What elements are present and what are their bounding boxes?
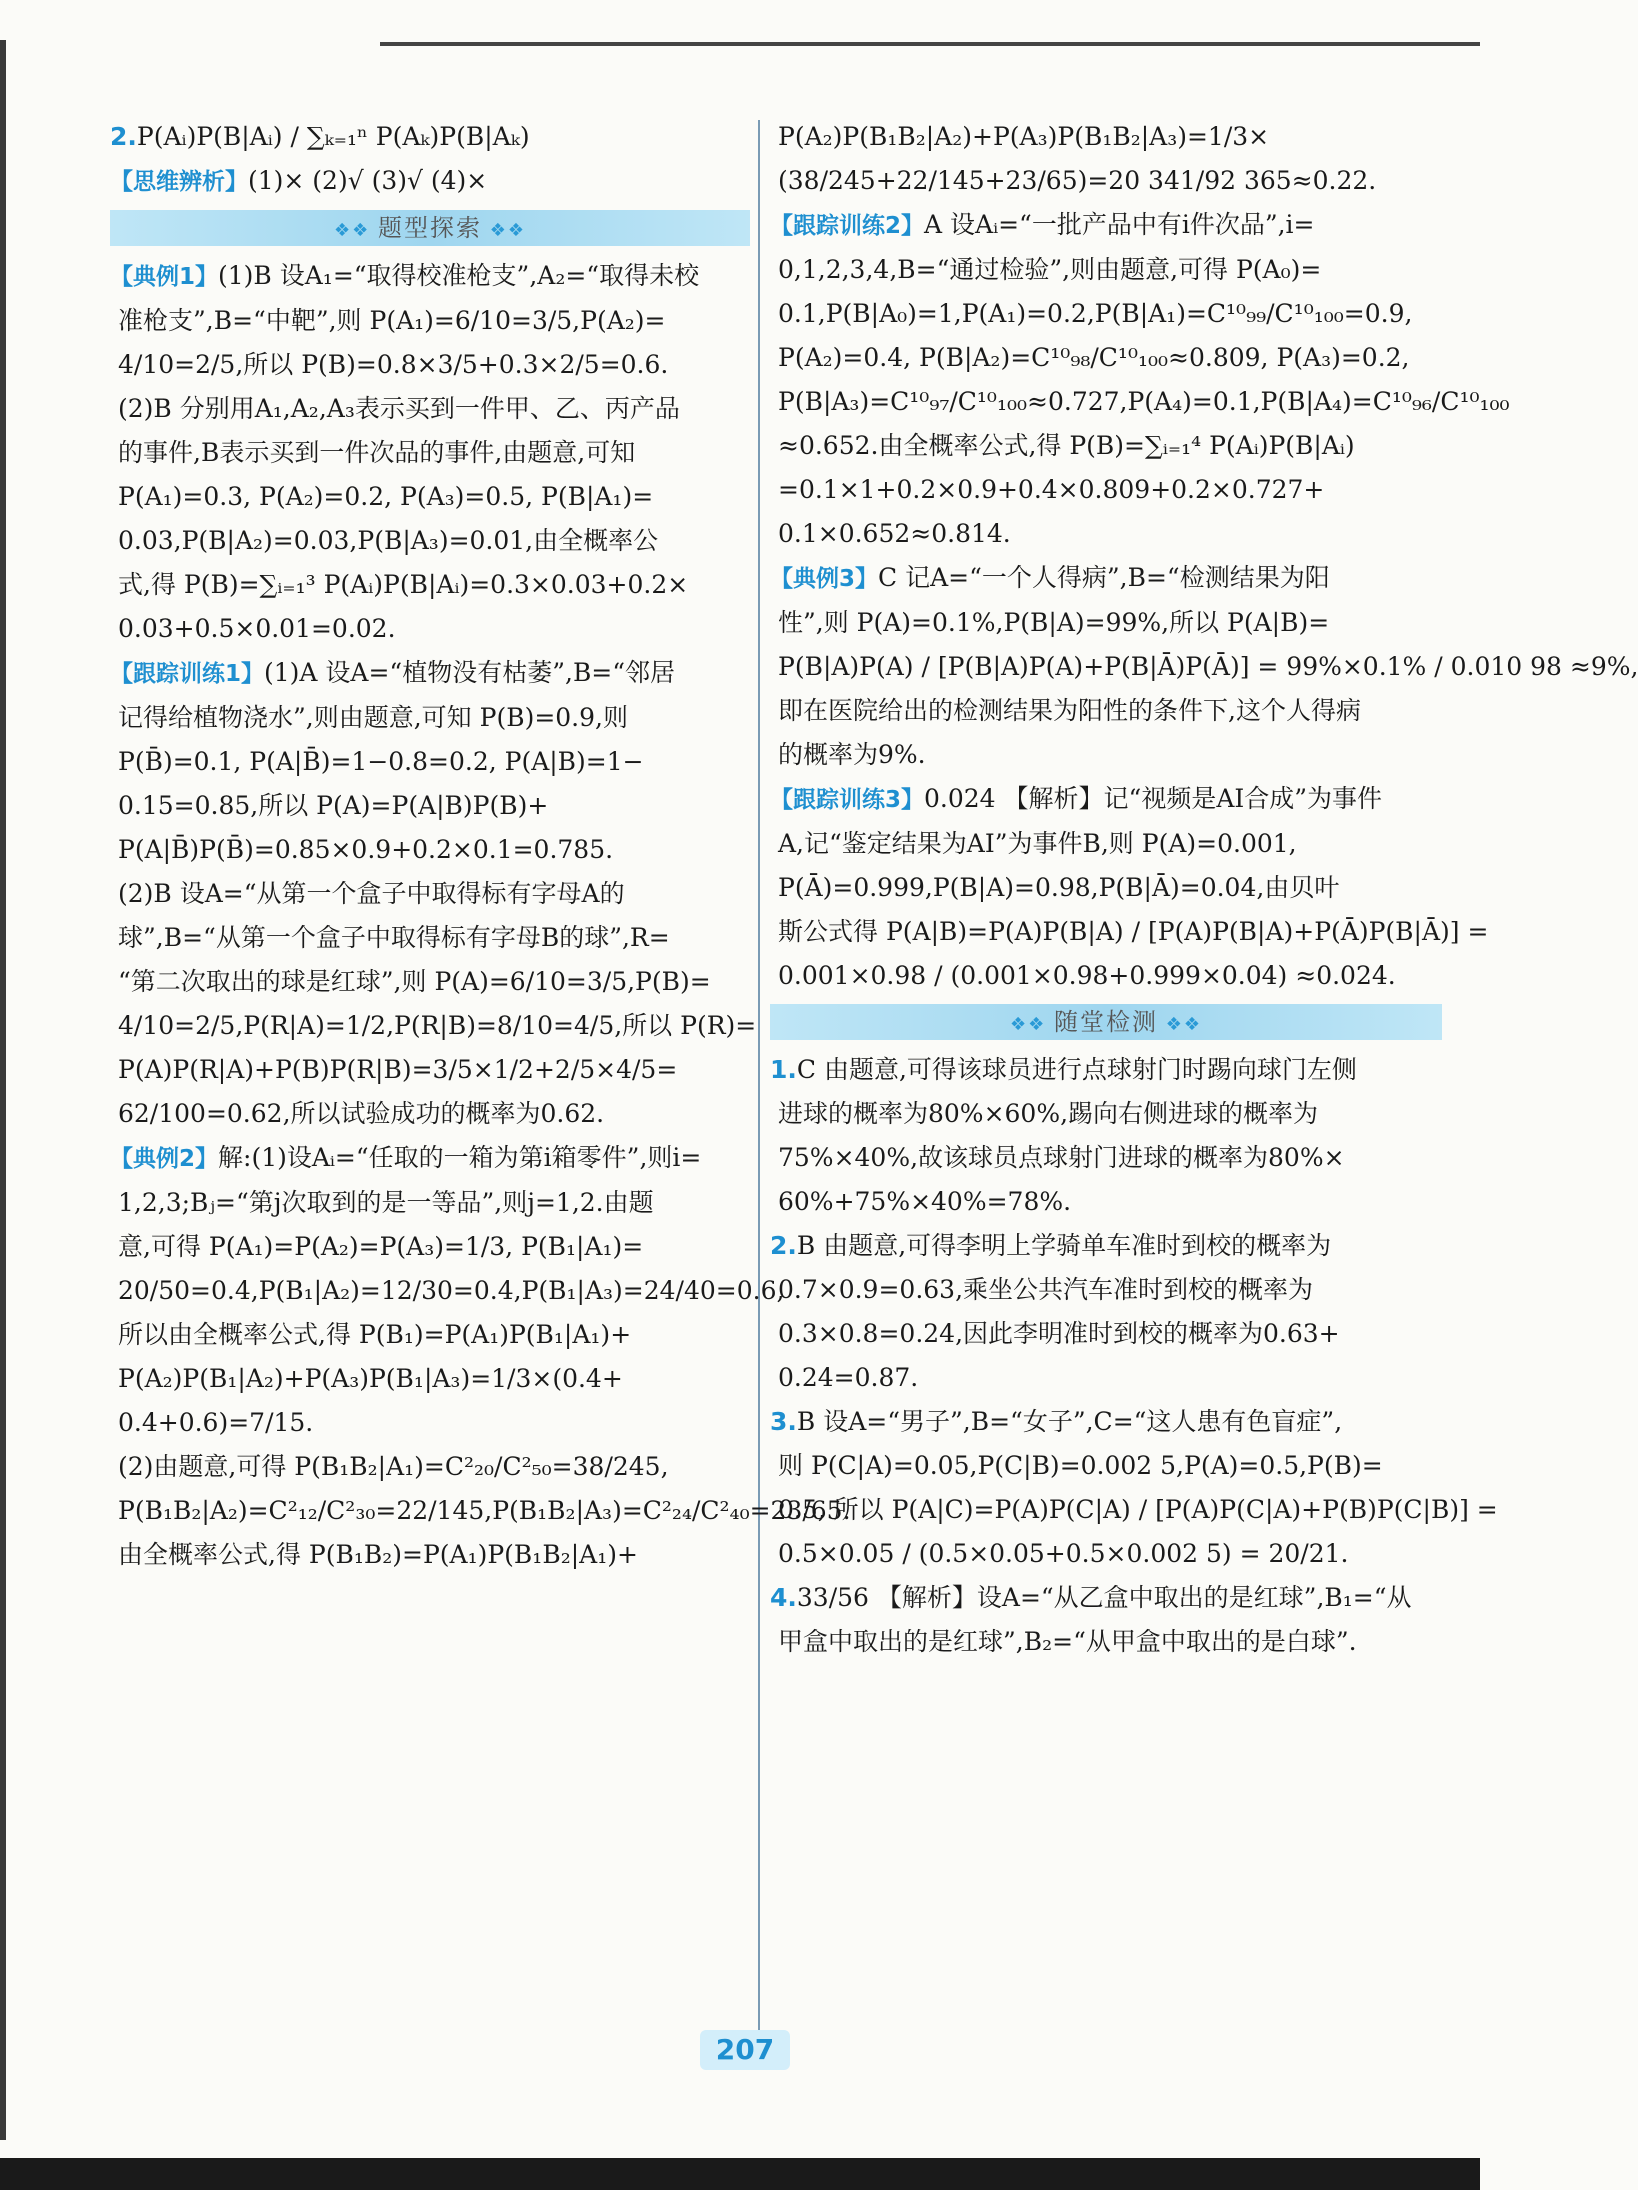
text-line [110, 960, 750, 1004]
text-line [110, 1092, 750, 1136]
line-text: 式,得 P(B)=∑ᵢ₌₁³ P(Aᵢ)P(B|Aᵢ)=0.3×0.03+0.2× [118, 570, 689, 599]
text-line [770, 1092, 1442, 1136]
text-line [770, 954, 1442, 998]
line-text: 0.5, 所以 P(A|C)=P(A)P(C|A) / [P(A)P(C|A)+P(B)P(C|B)] = [778, 1495, 1498, 1524]
text-line [110, 740, 750, 784]
scan-edge-top [380, 42, 1480, 46]
text-line [110, 1004, 757, 1048]
line-text: 0.024 【解析】记“视频是AI合成”为事件 [924, 784, 1383, 813]
line-text: 4/10=2/5,所以 P(B)=0.8×3/5+0.3×2/5=0.6. [118, 350, 669, 379]
line-text: P(B|A₃)=C¹⁰₉₇/C¹⁰₁₀₀≈0.727,P(A₄)=0.1,P(B|A₄)=C¹⁰₉₆/C¹⁰₁₀₀ [778, 387, 1510, 416]
banner-dots-icon: ❖❖ [334, 220, 378, 241]
text-line [770, 1180, 1442, 1224]
line-text: 0.03,P(B|A₂)=0.03,P(B|A₃)=0.01,由全概率公 [118, 526, 659, 555]
text-line [770, 1488, 1498, 1532]
banner-title: 随堂检测 [1054, 1008, 1158, 1036]
line-text: 20/50=0.4,P(B₁|A₂)=12/30=0.4,P(B₁|A₃)=24/40=0.6, [118, 1276, 785, 1305]
item-number: 2. [770, 1231, 797, 1260]
line-text: P(A)P(R|A)+P(B)P(R|B)=3/5×1/2+2/5×4/5= [118, 1055, 678, 1084]
text-line [770, 1532, 1442, 1576]
item-number: 3. [770, 1407, 797, 1436]
text-line [770, 159, 1442, 203]
line-text: P(B̄)=0.1, P(A|B̄)=1−0.8=0.2, P(A|B)=1− [118, 747, 644, 776]
line-text: 记得给植物浇水”,则由题意,可知 P(B)=0.9,则 [118, 703, 628, 732]
line-text: 意,可得 P(A₁)=P(A₂)=P(A₃)=1/3, P(B₁|A₁)= [118, 1232, 644, 1261]
text-line [770, 822, 1442, 866]
text-line [110, 1533, 750, 1577]
line-text: 的概率为9%. [778, 740, 926, 769]
line-text: P(A₂)P(B₁|A₂)+P(A₃)P(B₁|A₃)=1/3×(0.4+ [118, 1364, 623, 1393]
text-line [770, 866, 1442, 910]
line-text: 由全概率公式,得 P(B₁B₂)=P(A₁)P(B₁B₂|A₁)+ [118, 1540, 638, 1569]
line-text: (2)B 分别用A₁,A₂,A₃表示买到一件甲、乙、丙产品 [118, 394, 680, 423]
text-line [110, 607, 750, 651]
text-line [110, 115, 750, 159]
banner-dots-icon: ❖❖ [482, 220, 526, 241]
banner-dots-icon: ❖❖ [1010, 1014, 1054, 1035]
text-line [110, 1048, 750, 1092]
text-line [770, 424, 1442, 468]
line-text: 0.15=0.85,所以 P(A)=P(A|B)P(B)+ [118, 791, 549, 820]
text-line [770, 380, 1510, 424]
text-line [770, 689, 1442, 733]
section-tag: 【典例3】 [770, 566, 879, 592]
scan-edge-bottom [0, 2158, 1480, 2190]
banner-title: 题型探索 [378, 214, 482, 242]
section-banner [770, 1004, 1442, 1040]
line-text: 0.24=0.87. [778, 1363, 919, 1392]
text-line [770, 468, 1442, 512]
section-banner [110, 210, 750, 246]
line-text: 0.5×0.05 / (0.5×0.05+0.5×0.002 5) = 20/21. [778, 1539, 1349, 1568]
line-text: P(B₁B₂|A₂)=C²₁₂/C²₃₀=22/145,P(B₁B₂|A₃)=C²₂₄/C²₄₀=23/65. [118, 1496, 851, 1525]
text-line [110, 519, 750, 563]
line-text: A 设Aᵢ=“一批产品中有i件次品”,i= [924, 210, 1315, 239]
line-text: P(Ā)=0.999,P(B|A)=0.98,P(B|Ā)=0.04,由贝叶 [778, 873, 1340, 902]
text-line [110, 1225, 750, 1269]
line-text: A,记“鉴定结果为AI”为事件B,则 P(A)=0.001, [778, 829, 1297, 858]
text-line [110, 1181, 750, 1225]
text-line [770, 733, 1442, 777]
line-text: 0.03+0.5×0.01=0.02. [118, 614, 396, 643]
section-tag: 【跟踪训练2】 [770, 213, 925, 239]
line-text: 33/56 【解析】设A=“从乙盒中取出的是红球”,B₁=“从 [796, 1583, 1412, 1612]
section-tag: 【典例2】 [110, 1146, 219, 1172]
section-tag: 【思维辨析】 [110, 169, 248, 195]
right-column [770, 115, 1638, 1664]
text-line [770, 1312, 1442, 1356]
line-text: 75%×40%,故该球员点球射门进球的概率为80%× [778, 1143, 1345, 1172]
text-line [770, 601, 1442, 645]
page-number: 207 [700, 2030, 790, 2070]
line-text: (1)× (2)√ (3)√ (4)× [248, 166, 488, 195]
text-line [110, 254, 750, 299]
text-line [770, 1356, 1442, 1400]
line-text: 0.1×0.652≈0.814. [778, 519, 1011, 548]
text-line [770, 1224, 1442, 1268]
line-text: 0.1,P(B|A₀)=1,P(A₁)=0.2,P(B|A₁)=C¹⁰₉₉/C¹⁰₁₀₀=0.9, [778, 299, 1413, 328]
line-text: B 设A=“男子”,B=“女子”,C=“这人患有色盲症”, [796, 1407, 1343, 1436]
text-line [770, 248, 1442, 292]
text-line [110, 1313, 750, 1357]
text-line [770, 777, 1442, 822]
line-text: “第二次取出的球是红球”,则 P(A)=6/10=3/5,P(B)= [118, 967, 711, 996]
line-text: 即在医院给出的检测结果为阳性的条件下,这个人得病 [778, 696, 1361, 725]
text-line [110, 1357, 750, 1401]
line-text: 0.3×0.8=0.24,因此李明准时到校的概率为0.63+ [778, 1319, 1340, 1348]
text-line [110, 299, 750, 343]
line-text: 进球的概率为80%×60%,踢向右侧进球的概率为 [778, 1099, 1319, 1128]
line-text: 0.7×0.9=0.63,乘坐公共汽车准时到校的概率为 [778, 1275, 1314, 1304]
text-line [770, 115, 1442, 159]
line-text: 0,1,2,3,4,B=“通过检验”,则由题意,可得 P(A₀)= [778, 255, 1322, 284]
line-text: 0.4+0.6)=7/15. [118, 1408, 314, 1437]
line-text: 性”,则 P(A)=0.1%,P(B|A)=99%,所以 P(A|B)= [778, 608, 1330, 637]
line-text: B 由题意,可得李明上学骑单车准时到校的概率为 [796, 1231, 1332, 1260]
text-line [770, 1268, 1442, 1312]
line-text: 准枪支”,B=“中靶”,则 P(A₁)=6/10=3/5,P(A₂)= [118, 306, 666, 335]
line-text: (38/245+22/145+23/65)=20 341/92 365≈0.22. [778, 166, 1377, 195]
text-line [110, 696, 750, 740]
text-line [770, 1048, 1442, 1092]
line-text: P(A₂)P(B₁B₂|A₂)+P(A₃)P(B₁B₂|A₃)=1/3× [778, 122, 1270, 151]
text-line [110, 872, 750, 916]
line-text: 1,2,3;Bⱼ=“第j次取到的是一等品”,则j=1,2.由题 [118, 1188, 654, 1217]
line-text: P(A₂)=0.4, P(B|A₂)=C¹⁰₉₈/C¹⁰₁₀₀≈0.809, P(A₃)=0.2, [778, 343, 1410, 372]
text-line [110, 1489, 851, 1533]
text-line [770, 1444, 1442, 1488]
text-line [110, 1269, 785, 1313]
line-text: 则 P(C|A)=0.05,P(C|B)=0.002 5,P(A)=0.5,P(B)= [778, 1451, 1383, 1480]
item-number: 2. [110, 122, 137, 151]
line-text: 甲盒中取出的是红球”,B₂=“从甲盒中取出的是白球”. [778, 1627, 1357, 1656]
line-text: 所以由全概率公式,得 P(B₁)=P(A₁)P(B₁|A₁)+ [118, 1320, 632, 1349]
scan-edge-left [0, 40, 6, 2140]
text-line [770, 512, 1442, 556]
line-text: 0.001×0.98 / (0.001×0.98+0.999×0.04) ≈0.024. [778, 961, 1396, 990]
line-text: (1)B 设A₁=“取得校准枪支”,A₂=“取得未校 [218, 261, 700, 290]
text-line [770, 203, 1442, 248]
line-text: P(B|A)P(A) / [P(B|A)P(A)+P(B|Ā)P(Ā)] = 99%×0.1% / 0.010 98 ≈9%, [778, 652, 1638, 681]
line-text: 解:(1)设Aᵢ=“任取的一箱为第i箱零件”,则i= [218, 1143, 702, 1172]
line-text: C 由题意,可得该球员进行点球射门时踢向球门左侧 [796, 1055, 1357, 1084]
text-line [110, 563, 750, 607]
line-text: P(A|B̄)P(B̄)=0.85×0.9+0.2×0.1=0.785. [118, 835, 614, 864]
section-tag: 【跟踪训练1】 [110, 661, 265, 687]
banner-dots-icon: ❖❖ [1158, 1014, 1202, 1035]
line-text: 球”,B=“从第一个盒子中取得标有字母B的球”,R= [118, 923, 670, 952]
text-line [770, 1620, 1442, 1664]
line-text: ≈0.652.由全概率公式,得 P(B)=∑ᵢ₌₁⁴ P(Aᵢ)P(B|Aᵢ) [778, 431, 1355, 460]
text-line [770, 292, 1442, 336]
line-text: 4/10=2/5,P(R|A)=1/2,P(R|B)=8/10=4/5,所以 P(R)= [118, 1011, 757, 1040]
text-line [770, 910, 1489, 954]
text-line [770, 1400, 1442, 1444]
line-text: P(A₁)=0.3, P(A₂)=0.2, P(A₃)=0.5, P(B|A₁)= [118, 482, 654, 511]
line-text: (1)A 设A=“植物没有枯萎”,B=“邻居 [264, 658, 676, 687]
text-line [110, 475, 750, 519]
text-line [770, 1576, 1442, 1620]
line-text: 60%+75%×40%=78%. [778, 1187, 1072, 1216]
text-line [110, 387, 750, 431]
text-line [110, 343, 750, 387]
line-text: (2)由题意,可得 P(B₁B₂|A₁)=C²₂₀/C²₅₀=38/245, [118, 1452, 669, 1481]
item-number: 4. [770, 1583, 797, 1612]
text-line [770, 1136, 1442, 1180]
text-line [770, 556, 1442, 601]
text-line [110, 431, 750, 475]
text-line [110, 1401, 750, 1445]
line-text: P(Aᵢ)P(B|Aᵢ) / ∑ₖ₌₁ⁿ P(Aₖ)P(B|Aₖ) [136, 122, 530, 151]
text-line [110, 828, 750, 872]
text-line [110, 651, 750, 696]
text-line [770, 336, 1442, 380]
section-tag: 【典例1】 [110, 264, 219, 290]
item-number: 1. [770, 1055, 797, 1084]
text-line [110, 159, 750, 204]
line-text: 斯公式得 P(A|B)=P(A)P(B|A) / [P(A)P(B|A)+P(Ā)P(B|Ā)] = [778, 917, 1489, 946]
column-divider [758, 120, 760, 2030]
text-line [110, 1136, 750, 1181]
line-text: C 记A=“一个人得病”,B=“检测结果为阳 [878, 563, 1330, 592]
line-text: =0.1×1+0.2×0.9+0.4×0.809+0.2×0.727+ [778, 475, 1325, 504]
line-text: 62/100=0.62,所以试验成功的概率为0.62. [118, 1099, 605, 1128]
line-text: (2)B 设A=“从第一个盒子中取得标有字母A的 [118, 879, 625, 908]
text-line [770, 645, 1638, 689]
text-line [110, 916, 750, 960]
section-tag: 【跟踪训练3】 [770, 787, 925, 813]
text-line [110, 784, 750, 828]
text-line [110, 1445, 750, 1489]
line-text: 的事件,B表示买到一件次品的事件,由题意,可知 [118, 438, 636, 467]
